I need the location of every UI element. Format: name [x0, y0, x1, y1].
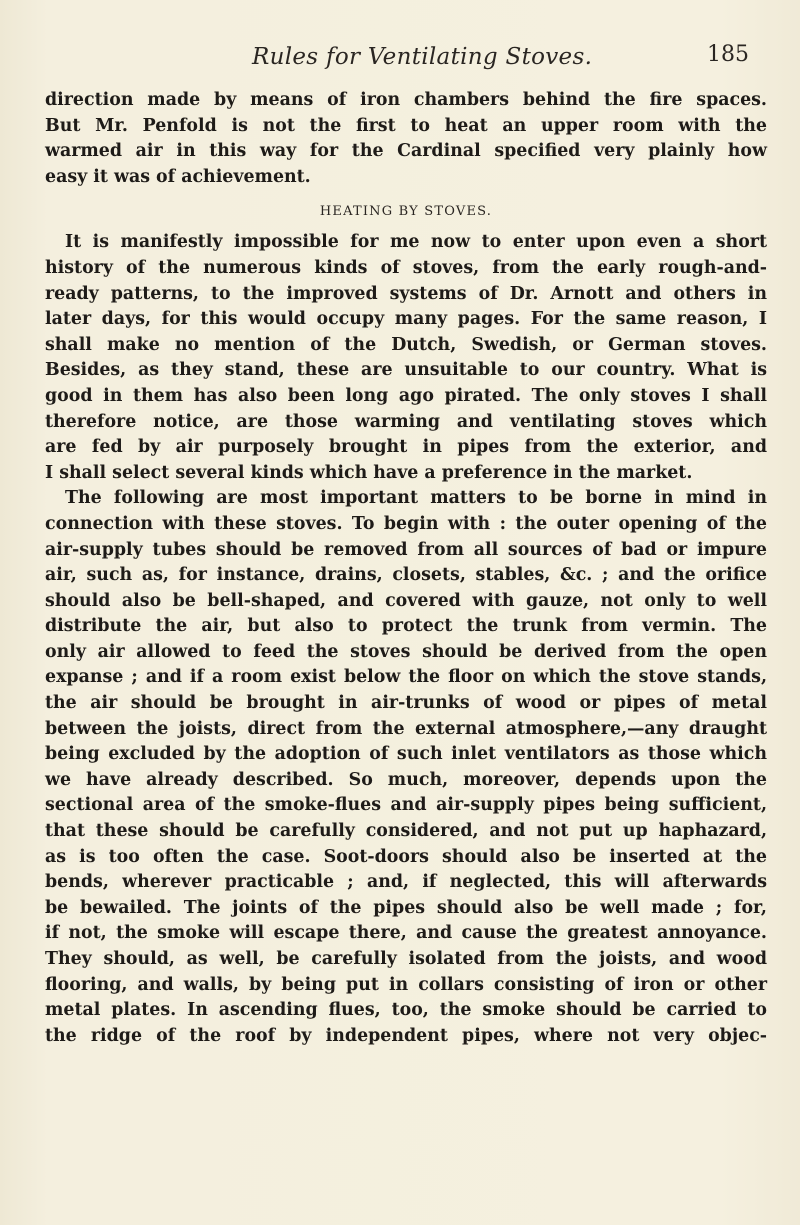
- text-line: shall make no mention of the Dutch, Swedish, or German stoves.: [45, 334, 767, 355]
- text-line: should also be bell-shaped, and covered with gauze, not only to well: [45, 590, 767, 611]
- text-line: air-supply tubes should be removed from all sources of bad or impure: [45, 539, 767, 560]
- text-line: the ridge of the roof by independent pipes, where not very objec-: [45, 1025, 767, 1046]
- text-line: I shall select several kinds which have a preference in the market.: [45, 462, 693, 483]
- text-line: be bewailed. The joints of the pipes should also be well made ; for,: [45, 897, 767, 918]
- text-line: if not, the smoke will escape there, and cause the greatest annoyance.: [45, 923, 767, 944]
- text-line: flooring, and walls, by being put in collars consisting of iron or other: [45, 974, 767, 995]
- text-line: good in them has also been long ago pirated. The only stoves I shall: [45, 385, 767, 406]
- paragraph-2: [45, 230, 767, 486]
- text-line: The following are most important matters to be borne in mind in: [65, 488, 767, 509]
- text-line: being excluded by the adoption of such inlet ventilators as those which: [45, 744, 767, 765]
- text-line: connection with these stoves. To begin with : the outer opening of the: [45, 513, 767, 534]
- body-text: [45, 88, 767, 1049]
- text-line: that these should be carefully considered, and not put up haphazard,: [45, 821, 767, 842]
- page-header: [0, 38, 800, 78]
- text-line: as is too often the case. Soot-doors should also be inserted at the: [45, 846, 767, 867]
- text-line: warmed air in this way for the Cardinal specified very plainly how: [45, 141, 767, 162]
- text-line: It is manifestly impossible for me now to enter upon even a short: [65, 232, 767, 253]
- section-heading: HEATING BY STOVES.: [319, 204, 493, 220]
- text-line: direction made by means of iron chambers behind the fire spaces.: [45, 90, 767, 110]
- text-line: only air allowed to feed the stoves should be derived from the open: [45, 641, 767, 662]
- text-line: They should, as well, be carefully isolated from the joists, and wood: [45, 949, 767, 969]
- text-line: between the joists, direct from the external atmosphere,—any draught: [45, 718, 767, 739]
- paragraph-3: [45, 486, 767, 1049]
- text-line: metal plates. In ascending flues, too, the smoke should be carried to: [45, 1000, 767, 1021]
- text-line: distribute the air, but also to protect the trunk from vermin. The: [45, 616, 767, 637]
- page-number: 185: [707, 42, 749, 67]
- text-line: we have already described. So much, moreover, depends upon the: [45, 769, 767, 790]
- text-line: are fed by air purposely brought in pipes from the exterior, and: [45, 437, 767, 458]
- text-line: sectional area of the smoke-flues and air-supply pipes being sufficient,: [45, 795, 767, 816]
- text-line: bends, wherever practicable ; and, if neglected, this will afterwards: [45, 872, 767, 893]
- running-title: Rules for Ventilating Stoves.: [252, 44, 593, 70]
- paragraph-1: [45, 88, 767, 190]
- text-line: But Mr. Penfold is not the first to heat an upper room with the: [45, 115, 767, 136]
- text-line: history of the numerous kinds of stoves, from the early rough-and-: [45, 257, 767, 278]
- text-line: the air should be brought in air-trunks of wood or pipes of metal: [45, 693, 767, 714]
- text-line: easy it was of achievement.: [45, 166, 311, 187]
- text-line: ready patterns, to the improved systems of Dr. Arnott and others in: [45, 283, 767, 304]
- text-line: later days, for this would occupy many pages. For the same reason, I: [45, 309, 767, 330]
- text-line: expanse ; and if a room exist below the floor on which the stove stands,: [45, 667, 767, 688]
- text-line: therefore notice, are those warming and ventilating stoves which: [45, 411, 767, 432]
- text-line: air, such as, for instance, drains, closets, stables, &c. ; and the orifice: [45, 565, 767, 586]
- text-line: Besides, as they stand, these are unsuitable to our country. What is: [45, 360, 767, 381]
